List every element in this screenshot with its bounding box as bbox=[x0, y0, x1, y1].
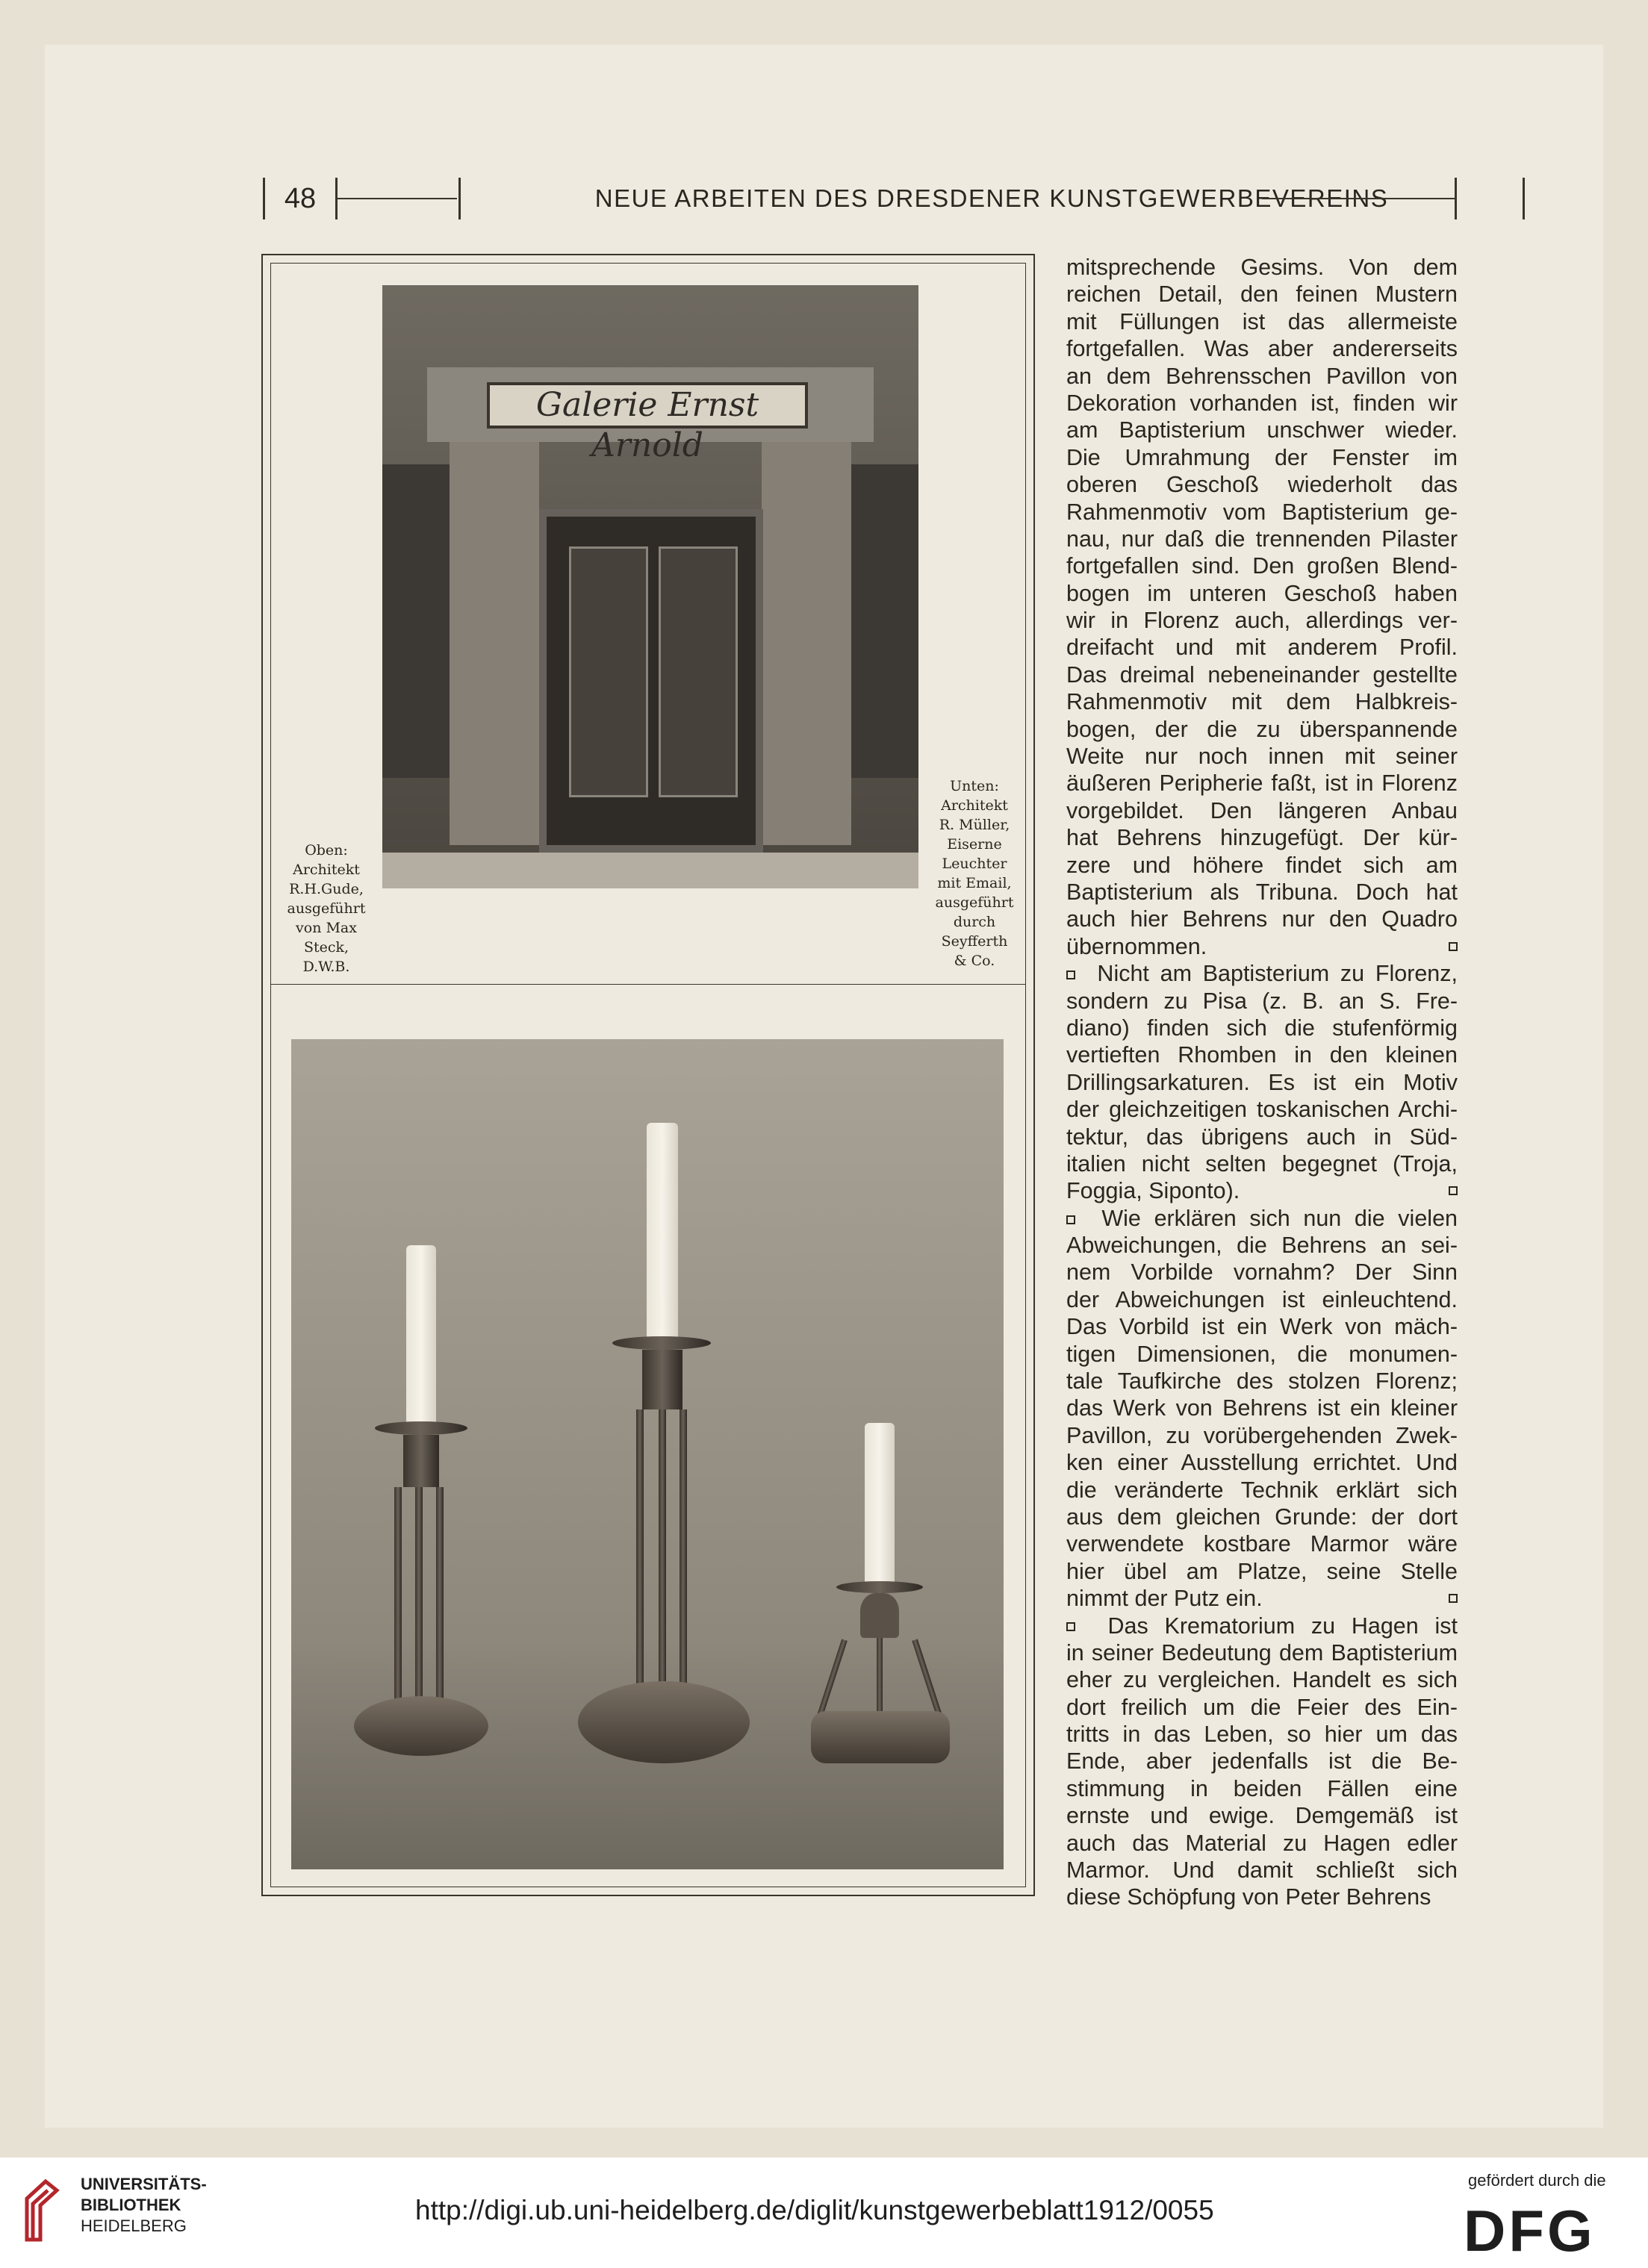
text-line: bogen im unteren Geschoß haben bbox=[1066, 580, 1458, 606]
text-line: reichen Detail, den feinen Mustern bbox=[1066, 281, 1458, 308]
text-line: Das dreimal nebeneinander gestellte bbox=[1066, 661, 1458, 688]
text-line: tigen Dimensionen, die monumen- bbox=[1066, 1341, 1458, 1367]
paragraph-mark-icon bbox=[1449, 942, 1458, 951]
text-line: diese Schöpfung von Peter Behrens bbox=[1066, 1884, 1431, 1910]
text-line: hier übel am Platze, seine Stelle bbox=[1066, 1558, 1458, 1584]
text-line: mit Füllungen ist das allermeiste bbox=[1066, 308, 1458, 334]
body-text-column bbox=[1066, 254, 1458, 1911]
text-line: Marmor. Und damit schließt sich bbox=[1066, 1857, 1458, 1884]
header-rule-right-line bbox=[1262, 198, 1455, 199]
permalink-url[interactable]: http://digi.ub.uni-heidelberg.de/diglit/kunstgewerbeblatt1912/0055 bbox=[415, 2195, 1214, 2225]
text-line: tektur, das übrigens auch in Süd- bbox=[1066, 1124, 1458, 1150]
text-line: Das Krematorium zu Hagen ist bbox=[1066, 1613, 1458, 1639]
text-line: Rahmenmotiv vom Baptisterium ge- bbox=[1066, 499, 1458, 525]
text-line: auch hier Behrens nur den Quadro bbox=[1066, 906, 1458, 932]
text-line: verwendete kostbare Marmor wäre bbox=[1066, 1531, 1458, 1557]
text-line: Nicht am Baptisterium zu Florenz, bbox=[1066, 960, 1458, 987]
text-line: eher zu vergleichen. Handelt es sich bbox=[1066, 1667, 1458, 1693]
text-line: aus dem gleichen Grunde: der dort bbox=[1066, 1504, 1458, 1530]
text-line: tritts in das Leben, so hier um das bbox=[1066, 1722, 1458, 1748]
text-line: Dekoration vorhanden ist, finden wir bbox=[1066, 390, 1458, 416]
text-line: vertieften Rhomben in den kleinen bbox=[1066, 1042, 1458, 1068]
text-line: Das Vorbild ist ein Werk von mäch- bbox=[1066, 1314, 1458, 1340]
caption-right: Unten: Architekt R. Müller, Eiserne Leuchter mit Email, ausgeführt durch Seyfferth & Co. bbox=[935, 778, 1014, 969]
text-line: die veränderte Technik erklärt sich bbox=[1066, 1477, 1458, 1503]
paragraph-mark-icon bbox=[1066, 1215, 1075, 1224]
text-line: fortgefallen. Was aber andererseits bbox=[1066, 336, 1458, 362]
candlesticks-photo bbox=[291, 1039, 1004, 1869]
text-line: tale Taufkirche des stolzen Florenz; bbox=[1066, 1368, 1458, 1395]
entrance-door bbox=[539, 509, 763, 853]
text-line: mitsprechende Gesims. Von dem bbox=[1066, 255, 1458, 280]
text-line: dreifacht und mit anderem Profil. bbox=[1066, 635, 1458, 661]
header-rule-left bbox=[338, 198, 457, 199]
text-line: fortgefallen sind. Den großen Blend- bbox=[1066, 553, 1458, 579]
text-line: ken einer Ausstellung errichtet. Und bbox=[1066, 1450, 1458, 1476]
text-line: hat Behrens hinzugefügt. Der kür- bbox=[1066, 825, 1458, 851]
paragraph-mark-icon bbox=[1449, 1186, 1458, 1195]
text-line: sondern zu Pisa (z. B. an S. Fre- bbox=[1066, 988, 1458, 1014]
running-header bbox=[263, 178, 1458, 221]
text-line: am Baptisterium unschwer wieder. bbox=[1066, 417, 1458, 443]
text-line: nem Vorbilde vornahm? Der Sinn bbox=[1066, 1259, 1458, 1286]
text-line: diano) finden sich die stufenförmig bbox=[1066, 1015, 1458, 1041]
paragraph-mark-icon bbox=[1066, 1622, 1075, 1631]
text-line: nimmt der Putz ein. bbox=[1066, 1585, 1458, 1612]
digitization-footer bbox=[0, 2158, 1648, 2268]
funding-note: gefördert durch die bbox=[1468, 2171, 1606, 2190]
text-line: nau, nur daß die trennenden Pilaster bbox=[1066, 526, 1458, 552]
text-line: übernommen. bbox=[1066, 933, 1458, 960]
text-line: dort freilich um die Feier des Ein- bbox=[1066, 1694, 1458, 1720]
text-line: Die Umrahmung der Fenster im bbox=[1066, 444, 1458, 470]
text-line: Foggia, Siponto). bbox=[1066, 1177, 1458, 1204]
page-number: 48 bbox=[263, 178, 338, 219]
text-line: vorgebildet. Den längeren Anbau bbox=[1066, 797, 1458, 823]
text-line: in seiner Bedeutung dem Baptisterium bbox=[1066, 1639, 1458, 1666]
text-line: oberen Geschoß wiederholt das bbox=[1066, 472, 1458, 498]
text-line: Pavillon, zu vorübergehenden Zwek- bbox=[1066, 1422, 1458, 1448]
paragraph-mark-icon bbox=[1066, 971, 1075, 979]
text-line: Ende, aber jedenfalls ist die Be- bbox=[1066, 1748, 1458, 1775]
dfg-logo: DFG bbox=[1464, 2198, 1596, 2264]
gallery-sign: Galerie Ernst Arnold bbox=[487, 382, 808, 429]
paragraph-mark-icon bbox=[1449, 1594, 1458, 1603]
text-line: äußeren Peripherie faßt, ist in Florenz bbox=[1066, 770, 1458, 797]
university-library-logo-icon bbox=[19, 2172, 61, 2247]
text-line: auch das Material zu Hagen edler bbox=[1066, 1830, 1458, 1856]
caption-divider bbox=[270, 984, 1026, 985]
text-line: Wie erklären sich nun die vielen bbox=[1066, 1205, 1458, 1232]
text-line: zere und höhere findet sich am bbox=[1066, 852, 1458, 878]
gallery-entrance-photo bbox=[382, 285, 918, 888]
text-line: ernste und ewige. Demgemäß ist bbox=[1066, 1803, 1458, 1829]
text-line: an dem Behrensschen Pavillon von bbox=[1066, 363, 1458, 389]
running-title: NEUE ARBEITEN DES DRESDENER KUNSTGEWERBEVEREINS bbox=[458, 178, 1525, 219]
text-line: Weite nur noch innen mit seiner bbox=[1066, 744, 1458, 770]
text-line: Rahmenmotiv mit dem Halbkreis- bbox=[1066, 689, 1458, 715]
text-line: das Werk von Behrens ist ein kleiner bbox=[1066, 1395, 1458, 1421]
header-end-bar bbox=[1455, 178, 1457, 219]
text-line: der Abweichungen ist einleuchtend. bbox=[1066, 1286, 1458, 1312]
text-line: stimmung in beiden Fällen eine bbox=[1066, 1775, 1458, 1801]
text-line: Baptisterium als Tribuna. Doch hat bbox=[1066, 879, 1458, 905]
library-name: UNIVERSITÄTS- BIBLIOTHEK HEIDELBERG bbox=[81, 2175, 207, 2235]
text-line: wir in Florenz auch, allerdings ver- bbox=[1066, 608, 1458, 634]
text-line: bogen, der die zu überspannende bbox=[1066, 716, 1458, 742]
caption-left: Oben: Architekt R.H.Gude, ausgeführt von Max Steck, D.W.B. bbox=[287, 842, 366, 975]
text-line: italien nicht selten begegnet (Troja, bbox=[1066, 1150, 1458, 1177]
text-line: der gleichzeitigen toskanischen Archi- bbox=[1066, 1097, 1458, 1123]
text-line: Abweichungen, die Behrens an sei- bbox=[1066, 1233, 1458, 1259]
text-line: Drillingsarkaturen. Es ist ein Motiv bbox=[1066, 1069, 1458, 1095]
